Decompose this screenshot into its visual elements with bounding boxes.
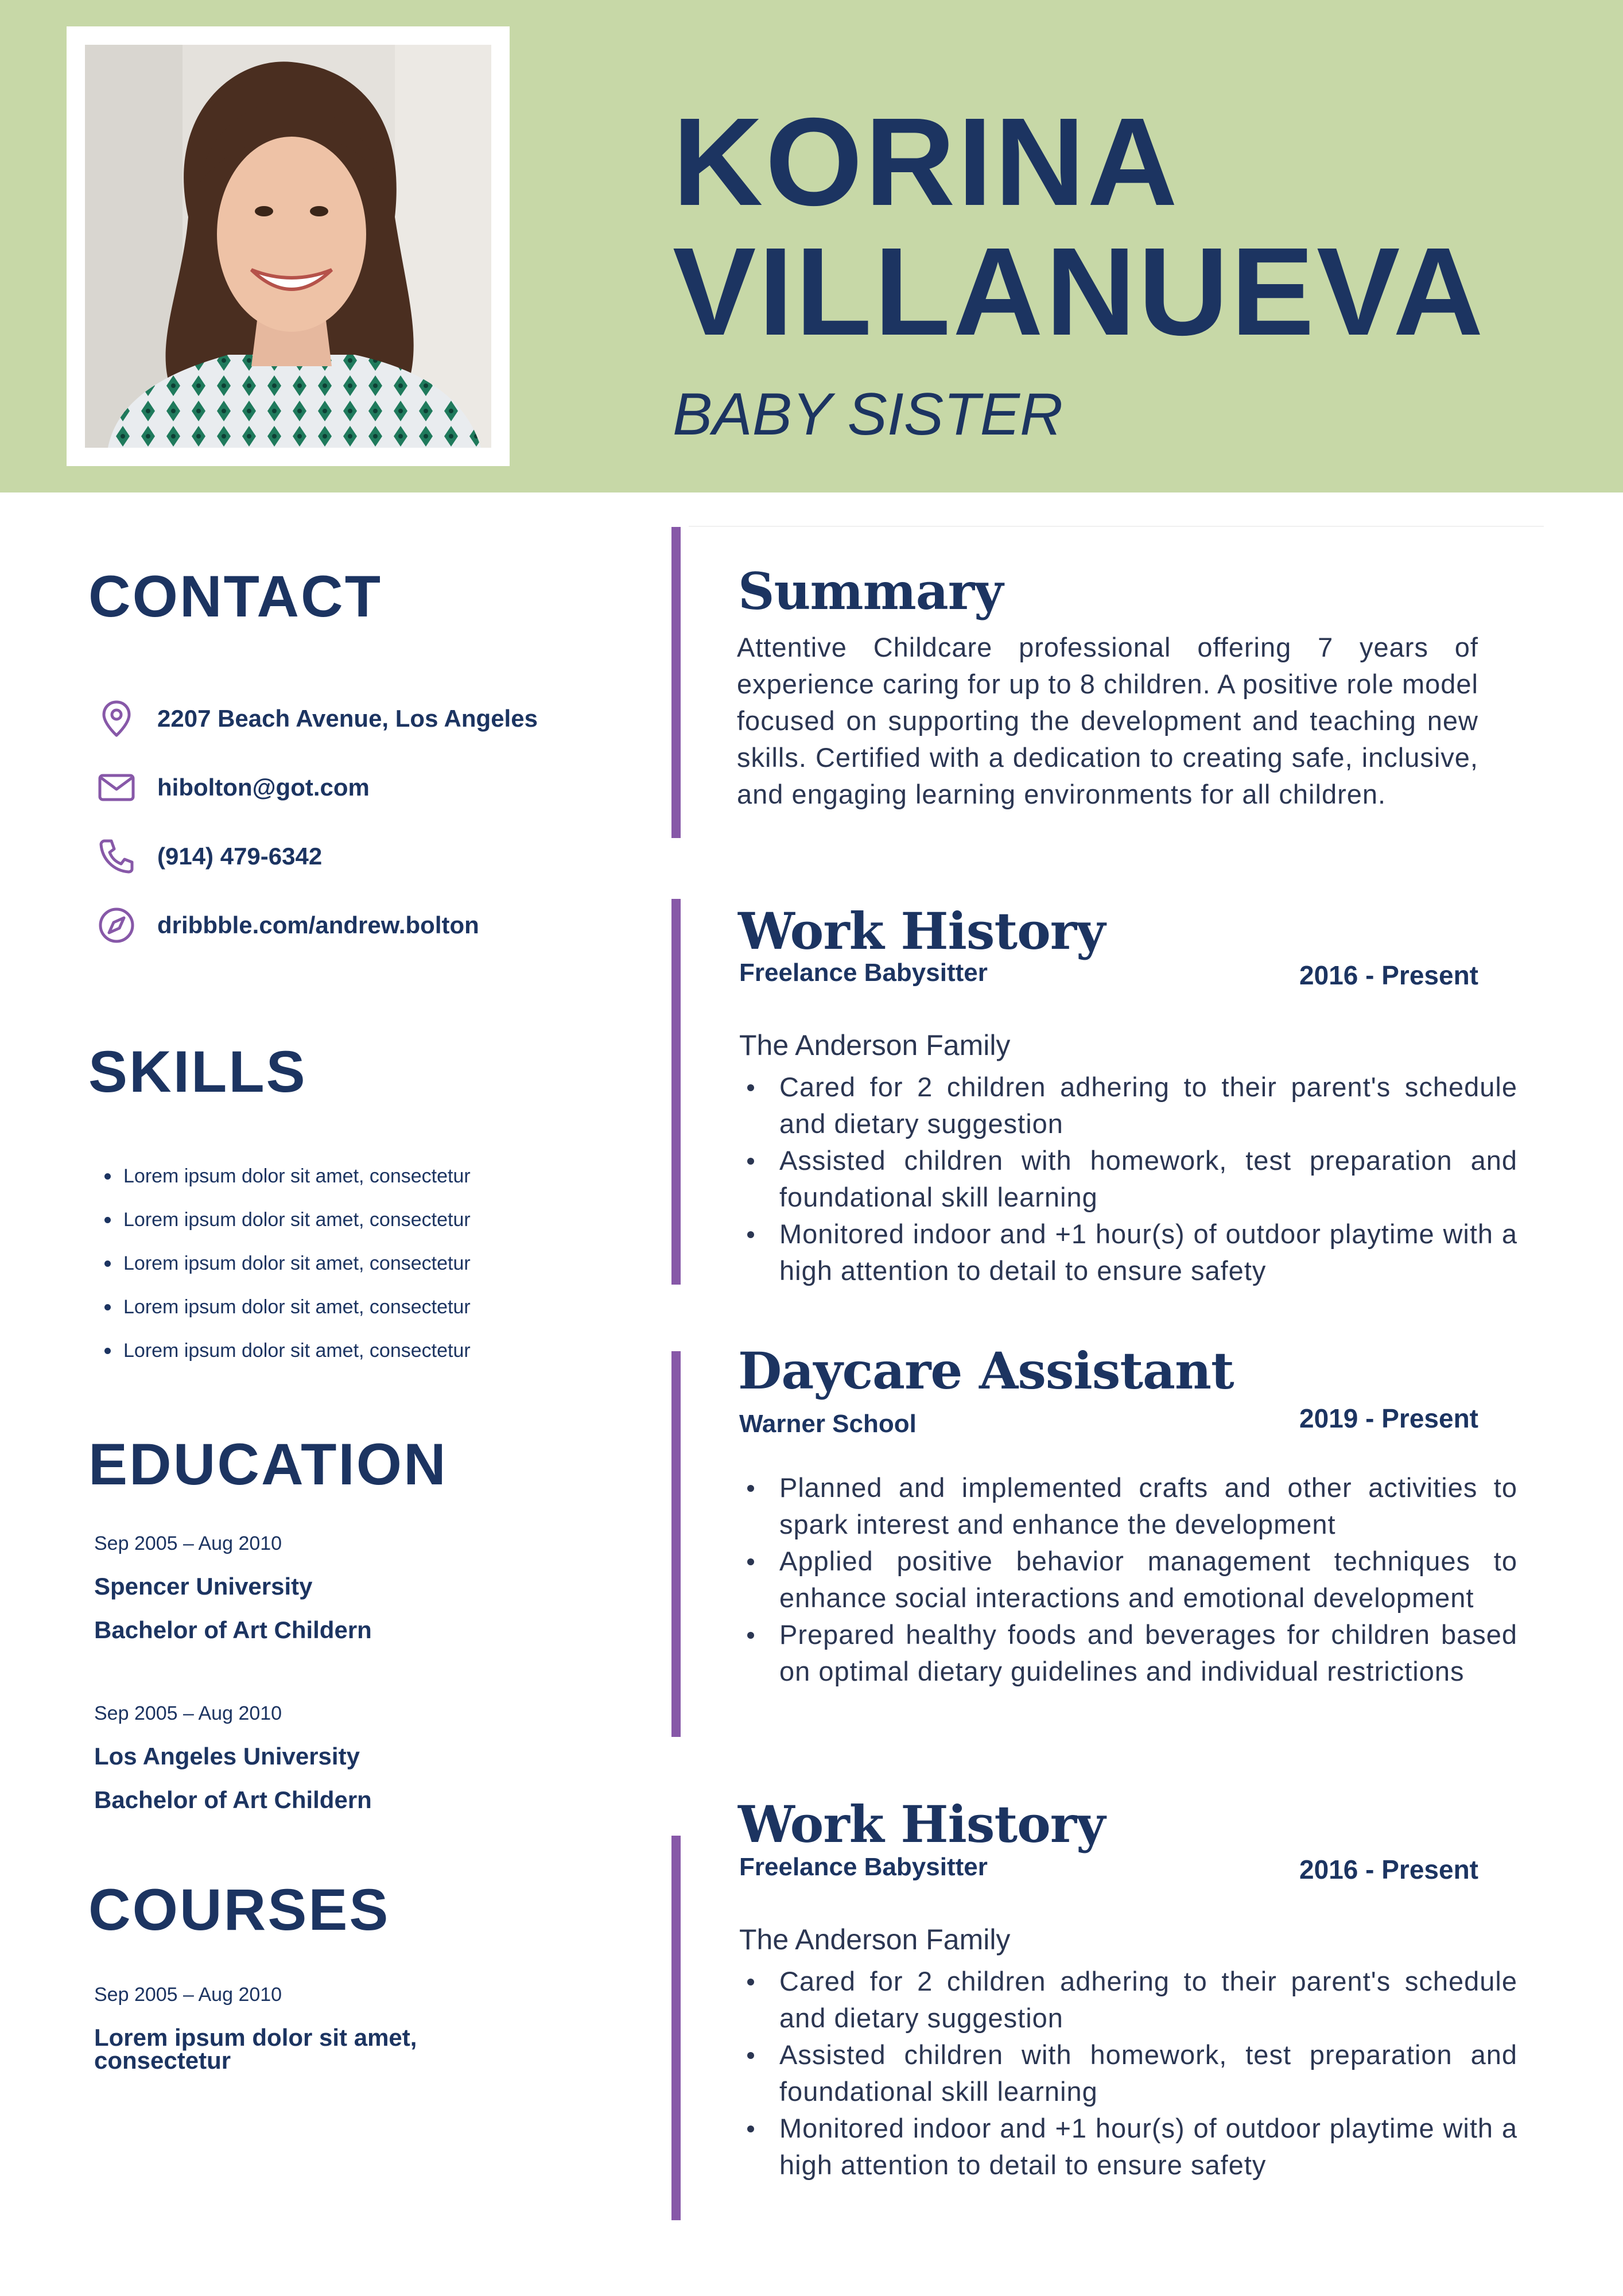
job-title: Freelance Babysitter bbox=[739, 1853, 988, 1881]
list-item: Cared for 2 children adhering to their parent's schedule and dietary suggestion bbox=[779, 1963, 1517, 2037]
skill-item: Lorem ipsum dolor sit amet, consectetur bbox=[104, 1165, 471, 1188]
list-item: Assisted children with homework, test preparation and foundational skill learning bbox=[779, 2037, 1517, 2110]
course-name: Lorem ipsum dolor sit amet, consectetur bbox=[94, 2024, 417, 2074]
summary-text: Attentive Childcare professional offering 7 years of experience caring for up to 8 children. A positive role model focused on supporting the development and teaching new skills. Certified with a dedication to creating safe, inclusive, and engaging learning environments for all children. bbox=[737, 632, 1478, 809]
job-dates: 2019 - Present bbox=[1299, 1403, 1478, 1433]
profile-photo bbox=[85, 45, 491, 448]
skill-item: Lorem ipsum dolor sit amet, consectetur bbox=[104, 1209, 471, 1231]
education-dates: Sep 2005 – Aug 2010 bbox=[94, 1533, 282, 1554]
experience-heading: Work History bbox=[738, 901, 1105, 961]
website-link[interactable]: dribbble.com/andrew.bolton bbox=[157, 912, 479, 938]
contact-website[interactable] bbox=[95, 902, 479, 948]
mail-icon bbox=[95, 766, 138, 809]
employer-name: The Anderson Family bbox=[739, 1029, 1011, 1061]
skill-item: Lorem ipsum dolor sit amet, consectetur bbox=[104, 1340, 471, 1362]
job-title: Freelance Babysitter bbox=[739, 959, 988, 987]
divider-line bbox=[689, 526, 1544, 527]
education-degree: Bachelor of Art Childern bbox=[94, 1786, 372, 1813]
name-first: KORINA bbox=[673, 92, 1180, 232]
job-dates: 2016 - Present bbox=[1299, 1855, 1478, 1884]
list-item: Monitored indoor and +1 hour(s) of outdoor playtime with a high attention to detail to ensure safety bbox=[779, 2110, 1517, 2183]
list-item: Prepared healthy foods and beverages for children based on optimal dietary guidelines and individual restrictions bbox=[779, 1616, 1517, 1690]
job-dates: 2016 - Present bbox=[1299, 960, 1478, 990]
contact-email[interactable] bbox=[95, 765, 370, 810]
education-degree: Bachelor of Art Childern bbox=[94, 1616, 372, 1643]
course-dates: Sep 2005 – Aug 2010 bbox=[94, 1984, 282, 2006]
skills-heading: SKILLS bbox=[88, 1039, 307, 1104]
education-dates: Sep 2005 – Aug 2010 bbox=[94, 1702, 282, 1724]
map-pin-icon bbox=[95, 697, 138, 740]
job-role: BABY SISTER bbox=[673, 381, 1063, 448]
education-school: Los Angeles University bbox=[94, 1743, 360, 1770]
section-accent-bar bbox=[671, 1351, 681, 1737]
summary-heading: Summary bbox=[738, 561, 1003, 621]
email-link[interactable]: hibolton@got.com bbox=[157, 774, 370, 801]
job-bullets bbox=[740, 1963, 1517, 2183]
education-school: Spencer University bbox=[94, 1573, 313, 1600]
education-heading: EDUCATION bbox=[88, 1432, 448, 1497]
contact-heading: CONTACT bbox=[88, 564, 383, 629]
list-item: Applied positive behavior management techniques to enhance social interactions and emotional development bbox=[779, 1543, 1517, 1616]
phone-icon bbox=[95, 835, 138, 878]
address-text: 2207 Beach Avenue, Los Angeles bbox=[157, 705, 538, 732]
section-accent-bar bbox=[671, 1836, 681, 2220]
section-accent-bar bbox=[671, 527, 681, 838]
job-bullets bbox=[740, 1069, 1517, 1289]
phone-link[interactable]: (914) 479-6342 bbox=[157, 843, 323, 870]
name-last: VILLANUEVA bbox=[673, 222, 1486, 362]
job-title: Warner School bbox=[739, 1410, 917, 1438]
list-item: Cared for 2 children adhering to their parent's schedule and dietary suggestion bbox=[779, 1069, 1517, 1142]
contact-phone[interactable] bbox=[95, 833, 322, 879]
experience-heading: Work History bbox=[738, 1794, 1105, 1854]
skill-item: Lorem ipsum dolor sit amet, consectetur bbox=[104, 1252, 471, 1275]
job-bullets bbox=[740, 1469, 1517, 1690]
courses-heading: COURSES bbox=[88, 1877, 390, 1942]
profile-photo-frame bbox=[67, 26, 510, 466]
experience-heading: Daycare Assistant bbox=[738, 1341, 1234, 1401]
candidate-name bbox=[673, 92, 1486, 362]
skill-item: Lorem ipsum dolor sit amet, consectetur bbox=[104, 1296, 471, 1318]
compass-icon bbox=[95, 904, 138, 947]
contact-address bbox=[95, 696, 538, 742]
employer-name: The Anderson Family bbox=[739, 1923, 1011, 1956]
list-item: Monitored indoor and +1 hour(s) of outdoor playtime with a high attention to detail to ensure safety bbox=[779, 1216, 1517, 1289]
section-accent-bar bbox=[671, 899, 681, 1285]
list-item: Assisted children with homework, test preparation and foundational skill learning bbox=[779, 1142, 1517, 1216]
list-item: Planned and implemented crafts and other activities to spark interest and enhance the development bbox=[779, 1469, 1517, 1543]
